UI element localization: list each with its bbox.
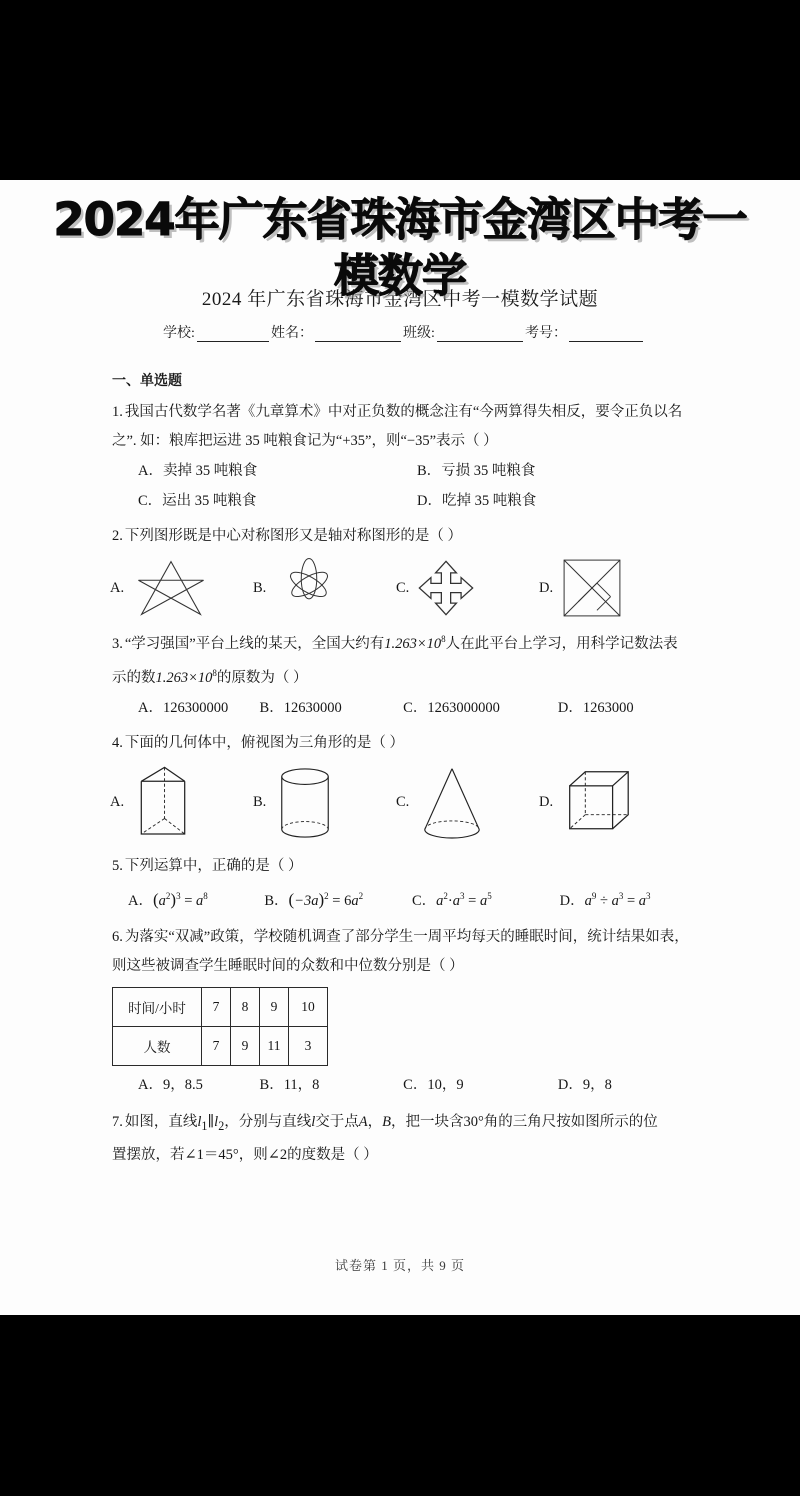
cell-count-3: 11 (260, 1027, 289, 1066)
overlay-title-line2: 模数学 (333, 249, 466, 302)
field-school-label: 学校: (163, 326, 195, 341)
page-footer: 试卷第 1 页，共 9 页 (334, 1258, 465, 1273)
question-3-line2 (0, 659, 800, 693)
question-6 (0, 915, 800, 952)
q5-b-inner: −3a (294, 892, 319, 909)
question-6-options (0, 1070, 800, 1100)
question-3 (0, 625, 800, 659)
question-2-label-a: A. (110, 579, 125, 596)
question-3-sci-2: 1.263×10 (155, 669, 213, 686)
q7-point-b: B (382, 1114, 391, 1131)
question-4-choice-b[interactable] (253, 764, 396, 842)
q5-a-label: A． (128, 892, 153, 909)
question-3-option-d[interactable]: D．1263000 (557, 699, 634, 716)
question-6-text-line2: 则这些被调查学生睡眠时间的众数和中位数分别是（ ） (112, 958, 464, 975)
question-6-table-wrap (0, 981, 800, 1070)
question-4-number: 4. (112, 734, 123, 751)
field-class-label: 班级: (403, 326, 435, 341)
question-4-text-line1: 下面的几何体中，俯视图为三角形的是（ ） (124, 734, 404, 751)
table-row (113, 1027, 328, 1066)
question-3-text-a: “学习强国”平台上线的某天，全国大约有 (124, 635, 385, 652)
question-4-figure-row (0, 758, 800, 848)
field-school-blank[interactable] (197, 328, 269, 342)
question-4-choice-c[interactable] (396, 764, 539, 842)
question-1-option-c[interactable]: C．运出 35 吨粮食 (138, 493, 257, 509)
section-heading: 一、单选题 (112, 374, 182, 389)
q7-comma: ， (367, 1114, 383, 1131)
field-exam-number (525, 322, 643, 342)
question-1-text-line2: 之”. 如：粮库把运进 35 吨粮食记为“+35”，则“−35”表示（ ） (112, 433, 498, 449)
question-1-option-a[interactable]: A．卖掉 35 吨粮食 (138, 463, 258, 479)
question-3-options (0, 693, 800, 723)
q5-c-e2: 3 (460, 890, 465, 901)
q5-a-rhs-exp: 8 (203, 890, 208, 901)
question-2-label-b: B. (253, 579, 267, 596)
question-2-text-line1: 下列图形既是中心对称图形又是轴对称图形的是（ ） (124, 528, 462, 544)
field-exam-number-blank[interactable] (569, 328, 643, 342)
q5-b-rhs-base: a (351, 892, 359, 909)
q5-d-label: D． (559, 892, 585, 909)
letterbox-bottom-bar (0, 1315, 800, 1496)
q5-b-rhs-exp: 2 (358, 890, 364, 901)
question-2 (0, 516, 800, 551)
q7-l2: l (214, 1114, 219, 1131)
q5-a-outer-exp: 3 (176, 890, 181, 901)
cell-time-4: 10 (289, 988, 328, 1027)
field-class (403, 322, 523, 342)
q5-c-rb: a (479, 892, 488, 909)
question-1-option-d[interactable]: D．吃掉 35 吨粮食 (417, 493, 537, 509)
q5-c-b1: a (436, 892, 444, 909)
cell-count-1: 7 (202, 1027, 231, 1066)
exam-paper-page (0, 180, 800, 1315)
q5-d-re: 3 (646, 890, 651, 901)
field-exam-number-label: 考号： (525, 326, 568, 341)
question-1-line2 (0, 427, 800, 456)
q5-c-label: C． (411, 892, 437, 909)
question-7-number: 7. (112, 1114, 123, 1131)
q5-b-coef: 6 (344, 892, 352, 909)
question-4-label-d: D. (539, 794, 554, 811)
tangram-square-icon (561, 557, 623, 619)
question-5-option-d[interactable]: D．$a^9 \div a^3 = a^3$ (559, 890, 651, 909)
question-5-text-line1: 下列运算中，正确的是（ ） (124, 857, 303, 874)
question-1-options-row2 (0, 486, 800, 516)
question-6-option-a[interactable]: A．9，8.5 (138, 1077, 203, 1094)
cylinder-icon (274, 764, 336, 842)
triangular-prism-icon (132, 764, 194, 842)
question-7 (0, 1100, 800, 1141)
q5-c-re: 5 (487, 890, 492, 901)
q5-c-e1: 2 (443, 890, 448, 901)
question-7-text-b: ，分别与直线 (224, 1114, 312, 1131)
question-1 (0, 398, 800, 427)
field-school (163, 322, 269, 342)
question-6-line2 (0, 952, 800, 981)
question-6-option-d[interactable]: D．9，8 (557, 1077, 612, 1094)
question-1-number: 1. (112, 404, 123, 420)
question-2-choice-b[interactable] (253, 557, 396, 619)
question-7-text-a: 如图，直线 (124, 1114, 198, 1131)
question-1-options-row1 (0, 456, 800, 486)
question-3-option-a[interactable]: A．126300000 (138, 699, 229, 716)
q5-b-label: B． (264, 892, 289, 909)
table-row (113, 988, 328, 1027)
question-1-option-b[interactable]: B．亏损 35 吨粮食 (417, 463, 536, 479)
question-5-option-a[interactable]: A．$(a^2)^3 = a^8$ (128, 889, 208, 909)
q5-d-b1: a (584, 892, 592, 909)
cell-count-2: 9 (231, 1027, 260, 1066)
row-label-time: 时间/小时 (113, 988, 202, 1027)
question-3-sci-1: 1.263×10 (384, 635, 442, 652)
question-6-option-c[interactable]: C．10，9 (403, 1077, 464, 1094)
question-3-text-c: 示的数 (112, 669, 156, 686)
student-info-row (163, 322, 643, 342)
question-7-text-line2: 置摆放，若∠1＝45°，则∠2的度数是（ ） (112, 1147, 378, 1164)
cell-count-4: 3 (289, 1027, 328, 1066)
question-3-sci-exp-2: 8 (212, 667, 217, 678)
question-4-label-c: C. (396, 794, 410, 811)
question-2-choice-a[interactable] (110, 557, 253, 619)
four-way-arrow-icon (417, 559, 475, 617)
question-4-label-b: B. (253, 794, 267, 811)
cell-time-2: 8 (231, 988, 260, 1027)
question-7-text-d: ，把一块含30°角的三角尺按如图所示的位 (390, 1114, 658, 1131)
field-name (271, 322, 401, 342)
question-2-label-d: D. (539, 579, 554, 596)
question-3-number: 3. (112, 635, 123, 652)
trefoil-icon (274, 557, 344, 619)
question-2-choice-d[interactable] (539, 557, 682, 619)
field-name-label: 姓名： (270, 326, 313, 341)
q5-c-b2: a (452, 892, 460, 909)
q7-l1: l (197, 1114, 202, 1131)
q5-a-base: a (158, 892, 166, 909)
q5-a-rhs-base: a (196, 892, 204, 909)
question-3-option-c[interactable]: C．1263000000 (403, 699, 500, 716)
question-2-choice-c[interactable] (396, 559, 539, 617)
q5-d-e1: 9 (591, 890, 597, 901)
cell-time-1: 7 (202, 988, 231, 1027)
question-5-options (0, 881, 800, 916)
q7-point-a: A (358, 1114, 368, 1131)
question-6-option-b[interactable]: B．11，8 (259, 1077, 320, 1094)
question-1-text-line1: 我国古代数学名著《九章算术》中对正负数的概念注有“今两算得失相反，要令正负以名 (124, 404, 683, 420)
cone-icon (417, 764, 487, 842)
cube-icon (561, 764, 633, 842)
q5-d-e2: 3 (618, 890, 624, 901)
document-title: 2024 年广东省珠海市金湾区中考一模数学试题 (201, 289, 599, 310)
sleep-time-table (112, 987, 328, 1066)
question-7-line2 (0, 1141, 800, 1170)
paper-content (0, 370, 800, 1170)
question-3-option-b[interactable]: B．12630000 (259, 699, 342, 716)
q5-d-rb: a (638, 892, 647, 909)
question-5-option-c[interactable]: C．$a^2\cdot a^3 = a^5$ (411, 890, 492, 909)
question-4-choice-d[interactable] (539, 764, 682, 842)
question-4-choice-a[interactable] (110, 764, 253, 842)
question-5 (0, 848, 800, 881)
question-4 (0, 723, 800, 758)
q7-l1-sub: 1 (201, 1119, 208, 1134)
question-3-text-b: 人在此平台上学习，用科学记数法表 (445, 635, 678, 652)
question-5-option-b[interactable]: B．$(-3a)^2 = 6a^2$ (264, 889, 364, 909)
letterbox-top-bar (0, 0, 800, 180)
field-name-blank[interactable] (315, 328, 401, 342)
question-6-number: 6. (112, 929, 123, 946)
question-4-label-a: A. (110, 794, 125, 811)
question-2-number: 2. (112, 528, 123, 544)
q5-a-exp: 2 (165, 890, 171, 901)
q5-d-b2: a (611, 892, 619, 909)
question-6-text-line1: 为落实“双减”政策，学校随机调查了部分学生一周平均每天的睡眠时间，统计结果如表， (124, 929, 689, 946)
question-5-number: 5. (112, 857, 123, 874)
q7-lmid: l (311, 1114, 316, 1131)
cell-time-3: 9 (260, 988, 289, 1027)
question-3-sci-exp-1: 8 (441, 634, 446, 644)
q7-parallel-symbol: ∥ (207, 1114, 215, 1131)
field-class-blank[interactable] (437, 328, 523, 342)
question-3-text-d: 的原数为（ ） (216, 669, 308, 686)
question-2-figure-row (0, 551, 800, 625)
pentagram-star-icon (132, 557, 210, 619)
q5-b-outer-exp: 2 (324, 890, 329, 901)
overlay-title-line1: 2024年广东省珠海市金湾区中考一 (53, 193, 747, 246)
q7-l2-sub: 2 (218, 1119, 225, 1134)
row-label-count: 人数 (113, 1027, 202, 1066)
question-7-text-c: 交于点 (315, 1114, 359, 1131)
question-2-label-c: C. (396, 579, 410, 596)
